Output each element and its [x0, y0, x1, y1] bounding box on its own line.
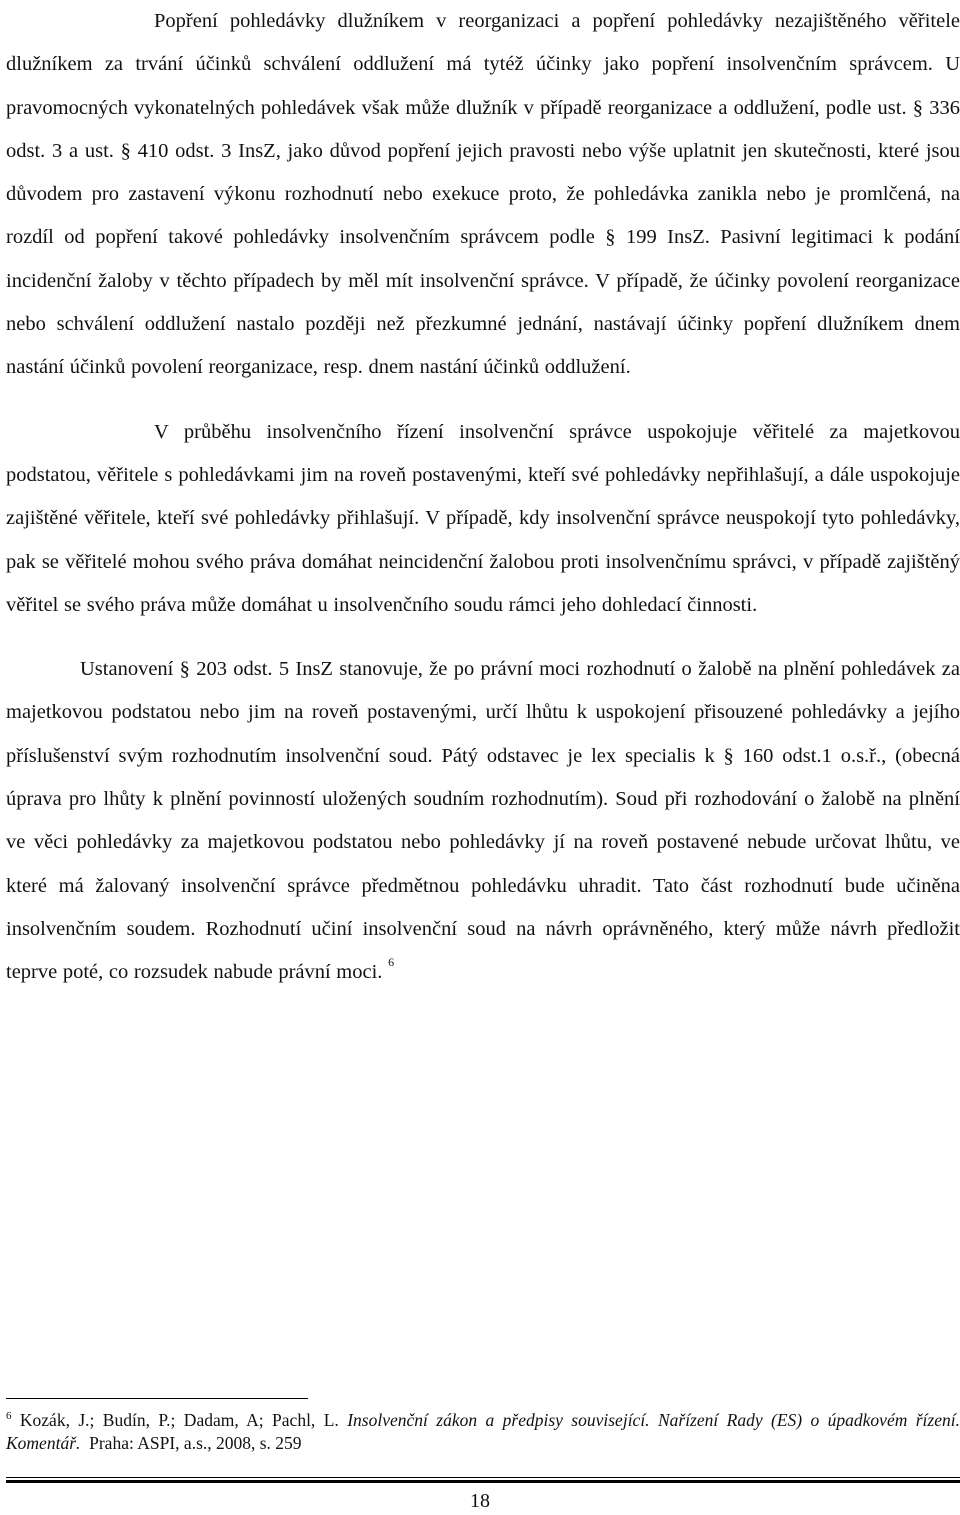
paragraph-2: V průběhu insolvenčního řízení insolvenční správce uspokojuje věřitelé za majetkovou podstatou, věřitele s pohledávkami jim na roveň postavenými, kteří své pohledávky nepřihlašují, a dále uspokojuje zajištěné věřitele, kteří své pohledávky přihlašují. V případě, kdy insolvenční správce neuspokojí tyto pohledávky, pak se věřitelé mohou svého práva domáhat neincidenční žalobou proti insolvenčnímu správci, v případě zajištěný věřitel se svého práva může domáhat u insolvenčního soudu rámci jeho dohledací činnosti. — [6, 420, 960, 616]
footer-rule-thin — [6, 1477, 960, 1478]
footnote — [6, 1409, 960, 1455]
paragraph-3 — [6, 648, 960, 994]
footnote-authors: Kozák, J.; Budín, P.; Dadam, A; Pachl, L. — [19, 1410, 339, 1430]
paragraph-3-text: Ustanovení § 203 odst. 5 InsZ stanovuje, že po právní moci rozhodnutí o žalobě na plnění pohledávek za majetkovou podstatou nebo jim na roveň postavenými, určí lhůtu k uspokojení přisouzené pohledávky a jejího příslušenství svým rozhodnutím insolvenční soud. Pátý odstavec je lex specialis k § 160 odst.1 o.s.ř., (obecná úprava pro lhůty k plnění povinností uložených soudním rozhodnutím). Soud při rozhodování o žalobě na plnění ve věci pohledávky za majetkovou podstatou nebo pohledávky jí na roveň postavené nebude určovat lhůtu, ve které má žalovaný insolvenční správce předmětnou pohledávku uhradit. Tato část rozhodnutí bude učiněna insolvenčním soudem. Rozhodnutí učiní insolvenční soud na návrh oprávněného, který může návrh předložit teprve poté, co rozsudek nabude právní moci. — [6, 658, 960, 984]
footnote-number: 6 — [6, 1410, 12, 1422]
paragraph-1: Popření pohledávky dlužníkem v reorganizaci a popření pohledávky nezajištěného věřitele dlužníkem za trvání účinků schválení oddlužení má tytéž účinky jako popření insolvenčním správcem. U pravomocných vykonatelných pohledávek však může dlužník v případě reorganizace a oddlužení, podle ust. § 336 odst. 3 a ust. § 410 odst. 3 InsZ, jako důvod popření jejich pravosti nebo výše uplatnit jen skutečnosti, které jsou důvodem pro zastavení výkonu rozhodnutí nebo exekuce proto, že pohledávka zanikla nebo je promlčená, na rozdíl od popření takové pohledávky insolvenčním správcem podle § 199 InsZ. Pasivní legitimaci k podání incidenční žaloby v těchto případech by měl mít insolvenční správce. V případě, že účinky povolení reorganizace nebo schválení oddlužení nastalo později než přezkumné jednání, nastávají účinky popření dlužníkem dnem nastání účinků povolení reorganizace, resp. dnem nastání účinků oddlužení. — [6, 10, 960, 379]
footer-rule-thick — [6, 1480, 960, 1483]
footnote-reference[interactable]: 6 — [388, 955, 395, 970]
footnote-publisher: Praha: ASPI, a.s., 2008, s. 259 — [89, 1433, 302, 1453]
document-body — [6, 0, 960, 995]
footnote-separator — [6, 1398, 308, 1399]
page-number: 18 — [470, 1490, 490, 1512]
footnote-title: Insolvenční zákon a předpisy související. Nařízení Rady (ES) o úpadkovém řízení. Komentář. — [6, 1410, 960, 1453]
